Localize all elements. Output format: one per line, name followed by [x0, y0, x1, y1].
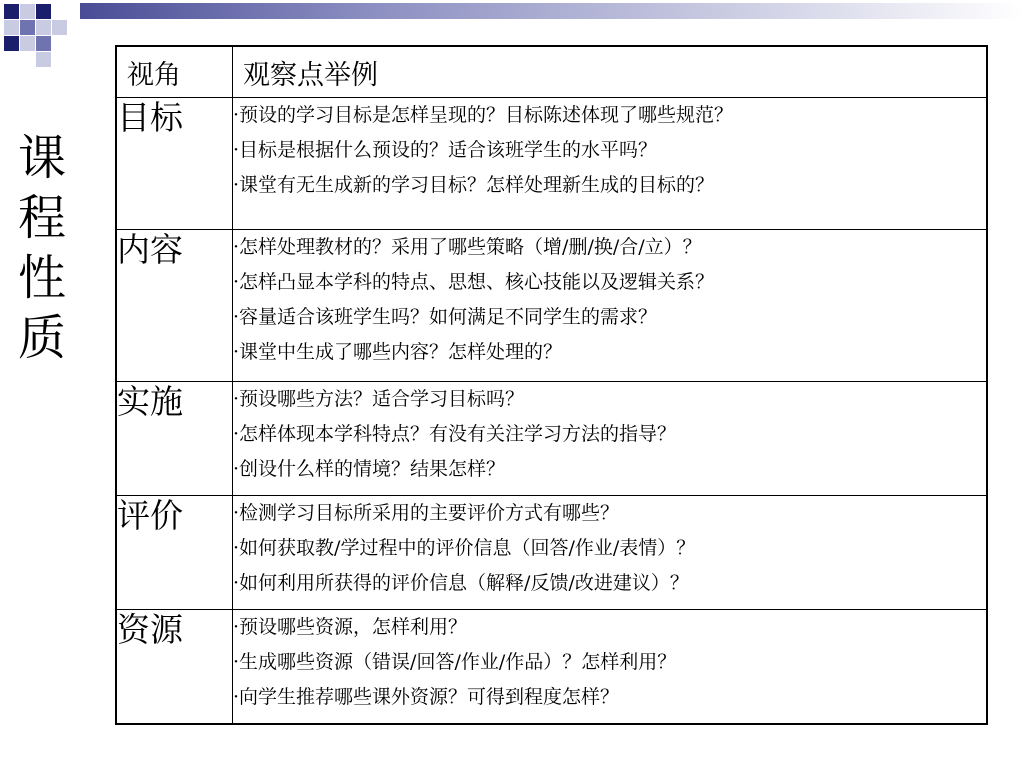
observation-item: ·容量适合该班学生吗？如何满足不同学生的需求？: [233, 306, 658, 328]
aspect-cell: 目标: [116, 98, 233, 230]
observation-item: ·目标是根据什么预设的？适合该班学生的水平吗？: [233, 139, 658, 161]
slide-title: [12, 128, 72, 368]
table-header-row: [116, 46, 987, 98]
aspect-cell: 内容: [116, 230, 233, 382]
observation-table: [115, 45, 988, 725]
aspect-cell: 资源: [116, 610, 233, 724]
slide-title-char: 课: [17, 130, 66, 186]
table-row: [116, 610, 987, 724]
observation-item: ·怎样体现本学科特点？有没有关注学习方法的指导？: [233, 423, 677, 445]
header-observation-points: 观察点举例: [233, 46, 988, 98]
slide-title-char: 性: [17, 250, 66, 306]
observation-item: ·预设哪些资源，怎样利用？: [233, 616, 468, 638]
observation-item: ·预设哪些方法？适合学习目标吗？: [233, 388, 525, 410]
observation-item: ·检测学习目标所采用的主要评价方式有哪些？: [233, 502, 620, 524]
slide-title-char: 程: [17, 190, 66, 246]
observation-item: ·怎样处理教材的？采用了哪些策略（增/删/换/合/立）？: [233, 236, 702, 258]
observation-item: ·创设什么样的情境？结果怎样？: [233, 458, 506, 480]
observation-item: ·预设的学习目标是怎样呈现的？目标陈述体现了哪些规范？: [233, 104, 734, 126]
observation-item: ·课堂有无生成新的学习目标？怎样处理新生成的目标的？: [233, 174, 715, 196]
observation-list: [233, 496, 988, 610]
header-aspect: 视角: [116, 46, 233, 98]
aspect-cell: 评价: [116, 496, 233, 610]
observation-list: [233, 98, 988, 230]
observation-item: ·向学生推荐哪些课外资源？可得到程度怎样？: [233, 686, 620, 708]
observation-item: ·生成哪些资源（错误/回答/作业/作品）？怎样利用？: [233, 651, 677, 673]
observation-list: [233, 610, 988, 724]
observation-item: ·怎样凸显本学科的特点、思想、核心技能以及逻辑关系？: [233, 271, 715, 293]
table-row: [116, 382, 987, 496]
table-row: [116, 98, 987, 230]
top-gradient-rule: [80, 3, 1024, 19]
observation-list: [233, 382, 988, 496]
aspect-cell: 实施: [116, 382, 233, 496]
slide-title-char: 质: [17, 310, 66, 366]
observation-item: ·课堂中生成了哪些内容？怎样处理的？: [233, 341, 563, 363]
decorative-squares: [0, 0, 80, 64]
observation-list: [233, 230, 988, 382]
observation-item: ·如何获取教/学过程中的评价信息（回答/作业/表情）？: [233, 537, 696, 559]
observation-item: ·如何利用所获得的评价信息（解释/反馈/改进建议）？: [233, 572, 689, 594]
table-row: [116, 496, 987, 610]
table-row: [116, 230, 987, 382]
